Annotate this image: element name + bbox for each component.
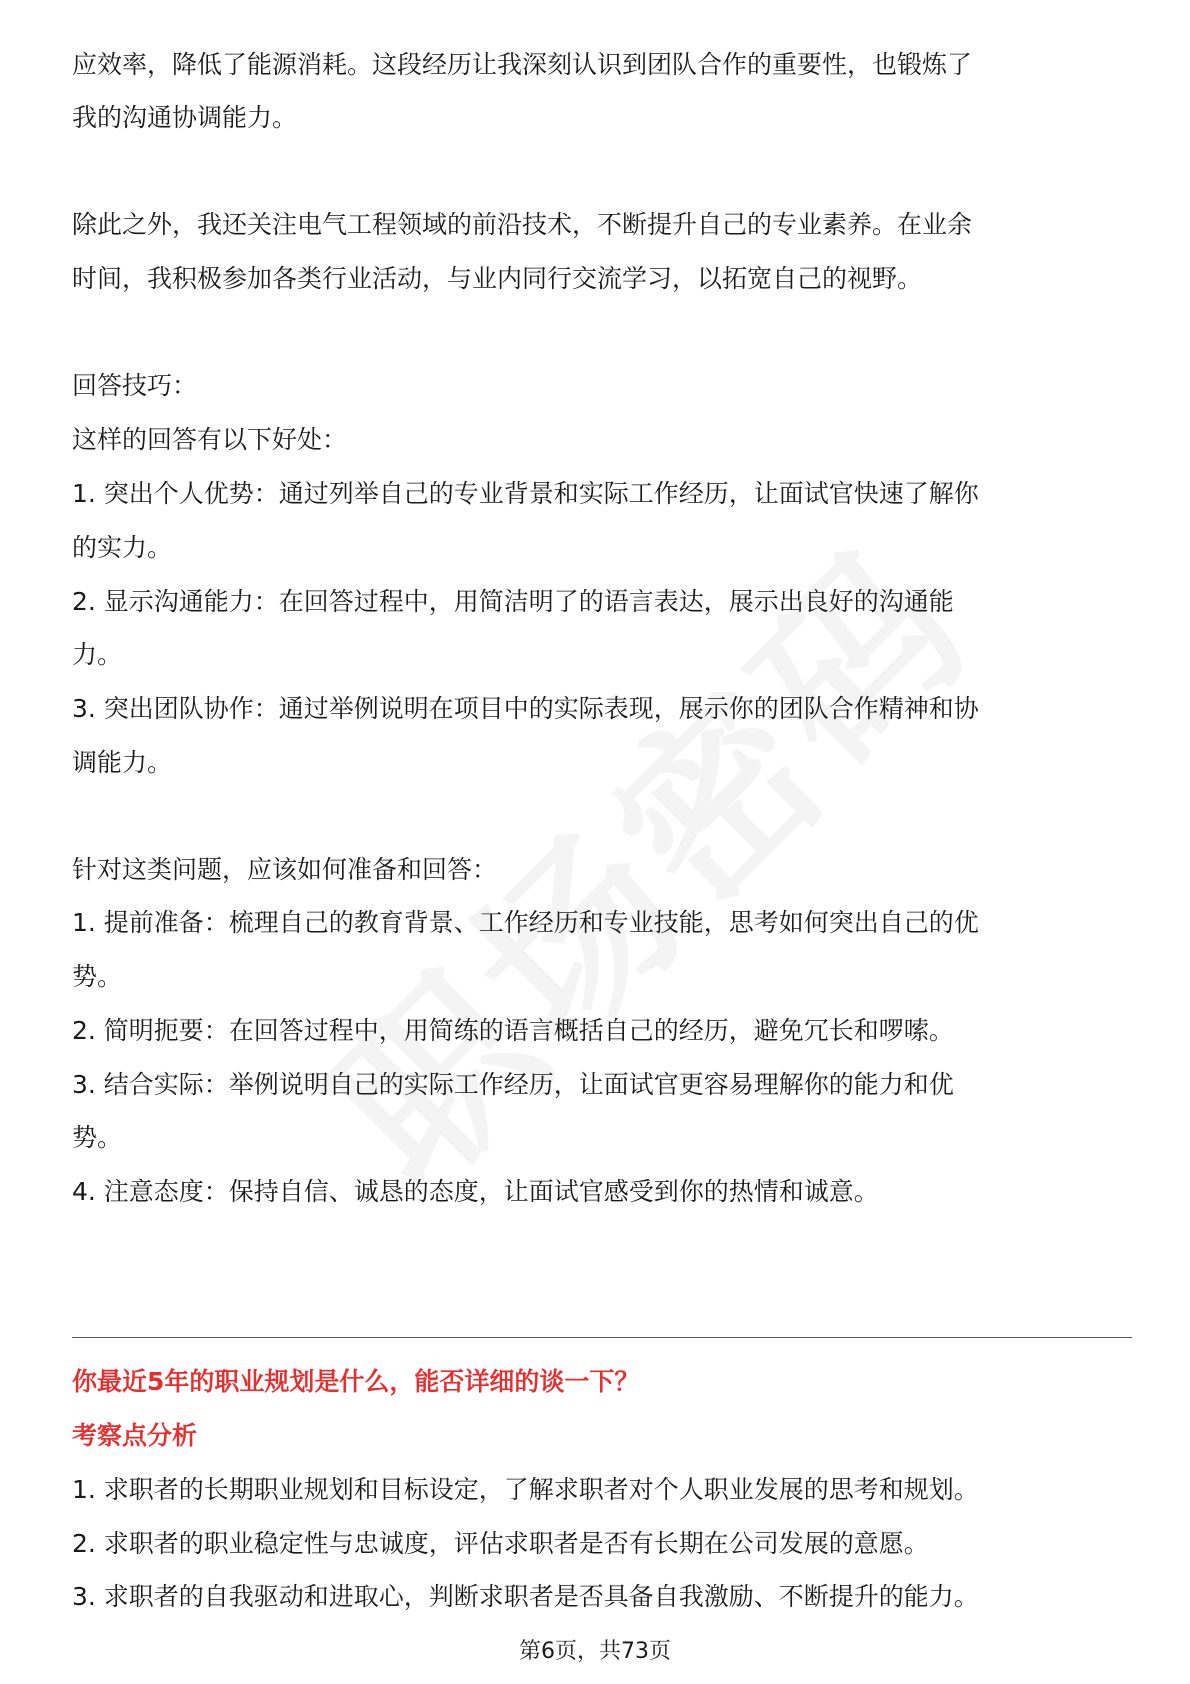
- analysis-heading: 考察点分析: [72, 1421, 198, 1450]
- tips-item-1-line-2: 的实力。: [72, 533, 173, 562]
- prep-item-1-line-1: 1. 提前准备：梳理自己的教育背景、工作经历和专业技能，思考如何突出自己的优: [72, 908, 979, 937]
- prep-item-3-line-2: 势。: [72, 1123, 123, 1152]
- page-number: 第6页，共73页: [519, 1639, 671, 1664]
- para2-line-2: 时间，我积极参加各类行业活动，与业内同行交流学习，以拓宽自己的视野。: [72, 264, 923, 293]
- para1-line-2: 我的沟通协调能力。: [72, 103, 298, 132]
- prep-item-4: 4. 注意态度：保持自信、诚恳的态度，让面试官感受到你的热情和诚意。: [72, 1177, 879, 1206]
- question-title: 你最近5年的职业规划是什么，能否详细的谈一下？: [72, 1367, 640, 1396]
- tips-heading: 回答技巧：: [72, 371, 198, 400]
- para1-line-1: 应效率，降低了能源消耗。这段经历让我深刻认识到团队合作的重要性，也锻炼了: [72, 50, 973, 79]
- prep-item-3-line-1: 3. 结合实际：举例说明自己的实际工作经历，让面试官更容易理解你的能力和优: [72, 1070, 954, 1099]
- prep-heading: 针对这类问题，应该如何准备和回答：: [72, 855, 498, 884]
- analysis-item-2: 2. 求职者的职业稳定性与忠诚度，评估求职者是否有长期在公司发展的意愿。: [72, 1529, 929, 1558]
- tips-intro: 这样的回答有以下好处：: [72, 425, 348, 454]
- tips-item-2-line-1: 2. 显示沟通能力：在回答过程中，用简洁明了的语言表达，展示出良好的沟通能: [72, 587, 954, 616]
- analysis-item-1: 1. 求职者的长期职业规划和目标设定，了解求职者对个人职业发展的思考和规划。: [72, 1475, 979, 1504]
- analysis-item-3: 3. 求职者的自我驱动和进取心，判断求职者是否具备自我激励、不断提升的能力。: [72, 1582, 979, 1611]
- prep-item-1-line-2: 势。: [72, 962, 123, 991]
- section-divider: [72, 1337, 1132, 1338]
- tips-item-3-line-2: 调能力。: [72, 748, 173, 777]
- tips-item-3-line-1: 3. 突出团队协作：通过举例说明在项目中的实际表现，展示你的团队合作精神和协: [72, 694, 979, 723]
- para2-line-1: 除此之外，我还关注电气工程领域的前沿技术，不断提升自己的专业素养。在业余: [72, 210, 973, 239]
- tips-item-1-line-1: 1. 突出个人优势：通过列举自己的专业背景和实际工作经历，让面试官快速了解你: [72, 479, 979, 508]
- tips-item-2-line-2: 力。: [72, 640, 123, 669]
- prep-item-2: 2. 简明扼要：在回答过程中，用简练的语言概括自己的经历，避免冗长和啰嗦。: [72, 1016, 954, 1045]
